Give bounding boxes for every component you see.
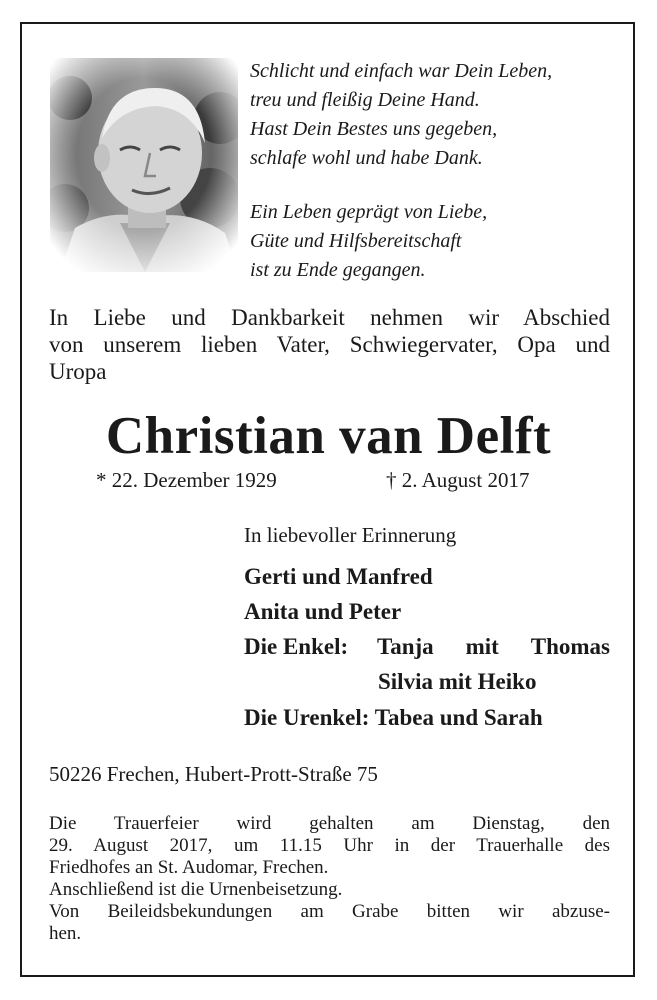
poem-line: Ein Leben geprägt von Liebe, [250,201,488,223]
family-address: 50226 Frechen, Hubert-Prott-Straße 75 [49,762,378,786]
grandchildren-label: Die Enkel: [244,634,349,659]
grandchild-word: Tanja [377,634,434,659]
poem-line: Schlicht und einfach war Dein Leben, [250,60,553,82]
poem-stanza-2 [250,198,487,285]
poem-line: schlafe wohl und habe Dank. [250,147,483,169]
notice-line: hen. [49,923,82,944]
portrait-photo [50,58,238,272]
notice-line: Friedhofes an St. Audomar, Frechen. [49,857,329,878]
intro-line: von unserem lieben Vater, Schwiegervater, Opa und [49,332,610,357]
poem-line: Güte und Hilfsbereitschaft [250,230,462,252]
notice-line: 29. August 2017, um 11.15 Uhr in der Trauerhalle des [49,835,610,856]
grandchildren-line-2: Silvia mit Heiko [378,669,537,694]
poem-line: ist zu Ende gegangen. [250,259,426,281]
great-grandchildren-line [244,703,543,733]
farewell-intro [49,304,610,385]
grandchild-word: mit [465,634,499,659]
great-grandchildren-label: Die Urenkel: [244,705,375,730]
notice-line: Die Trauerfeier wird gehalten am Dienstag, den [49,813,610,834]
grandchildren-names [377,632,610,662]
family-line: Anita und Peter [244,599,402,624]
birth-date: * 22. Dezember 1929 [96,468,277,492]
great-grandchildren-names: Tabea und Sarah [374,705,543,730]
intro-line: Uropa [49,359,107,384]
funeral-notice [49,813,610,945]
death-date: † 2. August 2017 [386,468,530,492]
grandchildren-line [244,632,610,662]
poem-line: Hast Dein Bestes uns gegeben, [250,118,498,140]
family-line: Gerti und Manfred [244,564,433,589]
memory-line: In liebevoller Erinnerung [244,523,457,547]
poem-stanza-1 [250,57,552,173]
grandchild-word: Thomas [530,634,610,659]
notice-line: Von Beileidsbekundungen am Grabe bitten wir abzuse- [49,901,610,922]
deceased-name: Christian van Delft [105,407,552,465]
notice-line: Anschließend ist die Urnenbeisetzung. [49,879,343,900]
poem-line: treu und fleißig Deine Hand. [250,89,480,111]
intro-line: In Liebe und Dankbarkeit nehmen wir Abschied [49,305,610,330]
